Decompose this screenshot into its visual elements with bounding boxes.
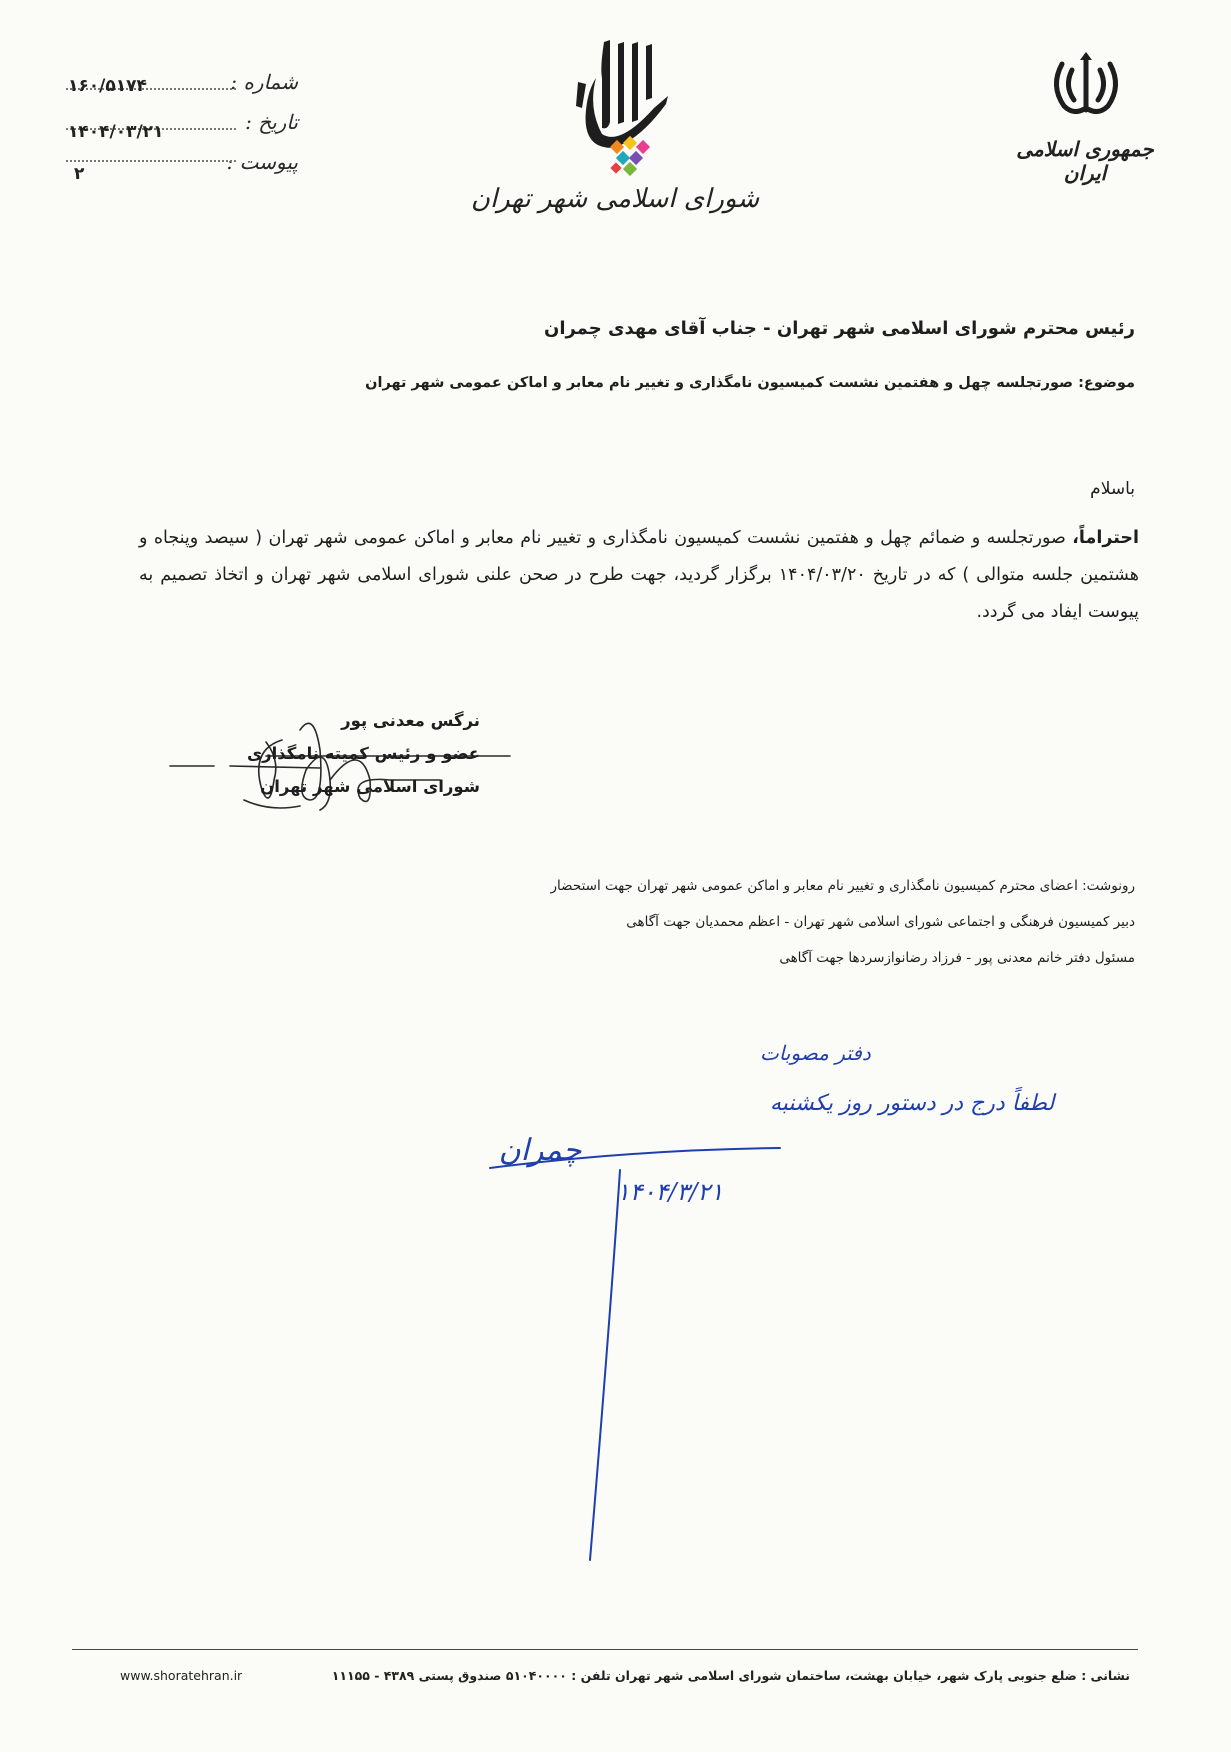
letter-number-row (66, 70, 298, 100)
iran-emblem-icon (1050, 50, 1122, 120)
note-date: ۱۴۰۴/۳/۲۱ (616, 1178, 724, 1206)
letter-date-label: تاریخ : (245, 110, 298, 134)
note-signature: چمران (498, 1133, 582, 1168)
body-lead: احتراماً، (1072, 528, 1139, 548)
letter-number-value: ۱۶۰/۵۱۷۴ (68, 76, 147, 96)
letter-number-label: شماره : (230, 70, 298, 94)
letter-date-value: ۱۴۰۴/۰۳/۲۱ (68, 122, 164, 142)
note-line-2: لطفاً درج در دستور روز یکشنبه (770, 1091, 1055, 1116)
attachment-label: پیوست : (226, 150, 298, 174)
signatory-name: نرگس معدنی پور (341, 711, 480, 730)
attachment-value: ۲ (74, 164, 85, 184)
footer-website: www.shoratehran.ir (120, 1668, 243, 1683)
letter-body (139, 520, 1139, 631)
cc-line-2: دبیر کمیسیون فرهنگی و اجتماعی شورای اسلامی شهر تهران - اعظم محمدیان جهت آگاهی (626, 914, 1135, 930)
cc-line-3: مسئول دفتر خانم معدنی پور - فرزاد رضانوازسردها جهت آگاهی (779, 950, 1135, 966)
body-text: صورتجلسه و ضمائم چهل و هفتمین نشست کمیسیون نامگذاری و تغییر نام معابر و اماکن عمومی شهر تهران ( سیصد وپنجاه و هشتمین جلسه متوالی ) که در تاریخ ۱۴۰۴/۰۳/۲۰ برگزار گردید، جهت طرح در صحن علنی شورای اسلامی شهر تهران و اتخاذ تصمیم به پیوست ایفاد می گردد. (139, 528, 1140, 622)
note-line-1: دفتر مصوبات (760, 1041, 871, 1065)
iran-republic-text: جمهوری اسلامی ایران (1016, 137, 1154, 185)
recipient-line: رئیس محترم شورای اسلامی شهر تهران - جناب آقای مهدی چمران (543, 318, 1135, 339)
signatory-title: عضو و رئیس کمیته نامگذاری (246, 744, 480, 763)
signatory-block (200, 704, 480, 803)
cc-line-1: رونوشت: اعضای محترم کمیسیون نامگذاری و تغییر نام معابر و اماکن عمومی شهر تهران جهت استحضار (550, 878, 1135, 894)
footer-address: نشانی : ضلع جنوبی پارک شهر، خیابان بهشت، ساختمان شورای اسلامی شهر تهران تلفن : ۵۱۰۴۰۰۰۰ صندوق پستی ۴۳۸۹ - ۱۱۱۵۵ (331, 1668, 1130, 1683)
salutation: باسلام (1090, 479, 1135, 499)
signatory-org: شورای اسلامی شهر تهران (260, 777, 480, 796)
tehran-council-logo (568, 38, 678, 178)
footer (120, 1668, 1130, 1683)
council-logo-text: شورای اسلامی شهر تهران (470, 184, 760, 214)
attachment-row (66, 150, 298, 184)
handwritten-referral-note (470, 1020, 1055, 1580)
dotted-leader (66, 160, 236, 162)
subject-line: موضوع: صورتجلسه چهل و هفتمین نشست کمیسیون نامگذاری و تغییر نام معابر و اماکن عمومی شهر تهران (365, 375, 1135, 391)
footer-divider (72, 1649, 1138, 1650)
letter-date-row (66, 110, 298, 140)
